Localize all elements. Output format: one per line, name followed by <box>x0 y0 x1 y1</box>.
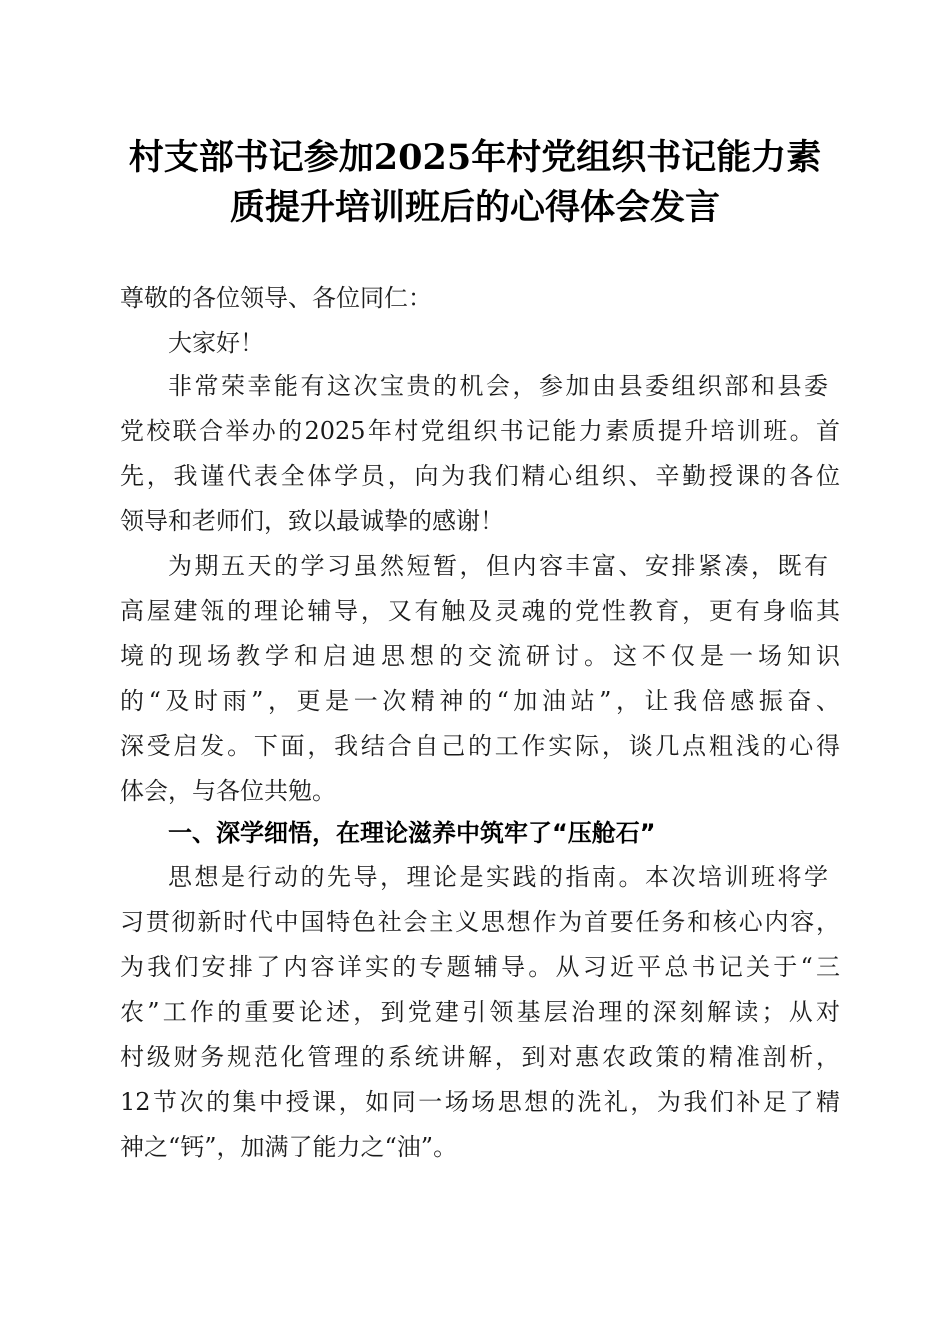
greeting: 大家好！ <box>168 329 264 357</box>
paragraph-1-line-3: 先，我谨代表全体学员，向为我们精心组织、辛勤授课的各位 <box>120 462 840 490</box>
section-1-line-1: 思想是行动的先导，理论是实践的指南。本次培训班将学 <box>168 863 828 891</box>
document-title-line-2: 质提升培训班后的心得体会发言 <box>229 187 720 228</box>
paragraph-2-line-1: 为期五天的学习虽然短暂，但内容丰富、安排紧凑，既有 <box>168 552 828 580</box>
document-title-line-1: 村支部书记参加2025年村党组织书记能力素 <box>128 137 822 178</box>
paragraph-1-line-4: 领导和老师们，致以最诚挚的感谢！ <box>120 507 504 535</box>
section-1-line-7: 神之“钙”，加满了能力之“油”。 <box>120 1133 458 1161</box>
section-1-line-5: 村级财务规范化管理的系统讲解，到对惠农政策的精准剖析， <box>120 1043 840 1071</box>
paragraph-2-line-3: 境的现场教学和启迪思想的交流研讨。这不仅是一场知识 <box>120 642 840 670</box>
section-1-line-6: 12节次的集中授课，如同一场场思想的洗礼，为我们补足了精 <box>120 1088 840 1116</box>
paragraph-2-line-6: 体会，与各位共勉。 <box>120 777 336 805</box>
section-1-line-2: 习贯彻新时代中国特色社会主义思想作为首要任务和核心内容， <box>120 908 840 936</box>
paragraph-2-line-2: 高屋建瓴的理论辅导，又有触及灵魂的党性教育，更有身临其 <box>120 597 840 625</box>
paragraph-2-line-4: 的“及时雨”，更是一次精神的“加油站”，让我倍感振奋、 <box>120 687 840 715</box>
paragraph-1-line-1: 非常荣幸能有这次宝贵的机会，参加由县委组织部和县委 <box>168 372 828 400</box>
salutation: 尊敬的各位领导、各位同仁： <box>120 284 432 312</box>
paragraph-1-line-2: 党校联合举办的2025年村党组织书记能力素质提升培训班。首 <box>120 417 840 445</box>
section-1-line-3: 为我们安排了内容详实的专题辅导。从习近平总书记关于“三 <box>120 953 840 981</box>
section-1-line-4: 农”工作的重要论述，到党建引领基层治理的深刻解读；从对 <box>120 998 840 1026</box>
paragraph-2-line-5: 深受启发。下面，我结合自己的工作实际，谈几点粗浅的心得 <box>120 732 840 760</box>
section-1-heading: 一、深学细悟，在理论滋养中筑牢了“压舱石” <box>168 819 656 847</box>
